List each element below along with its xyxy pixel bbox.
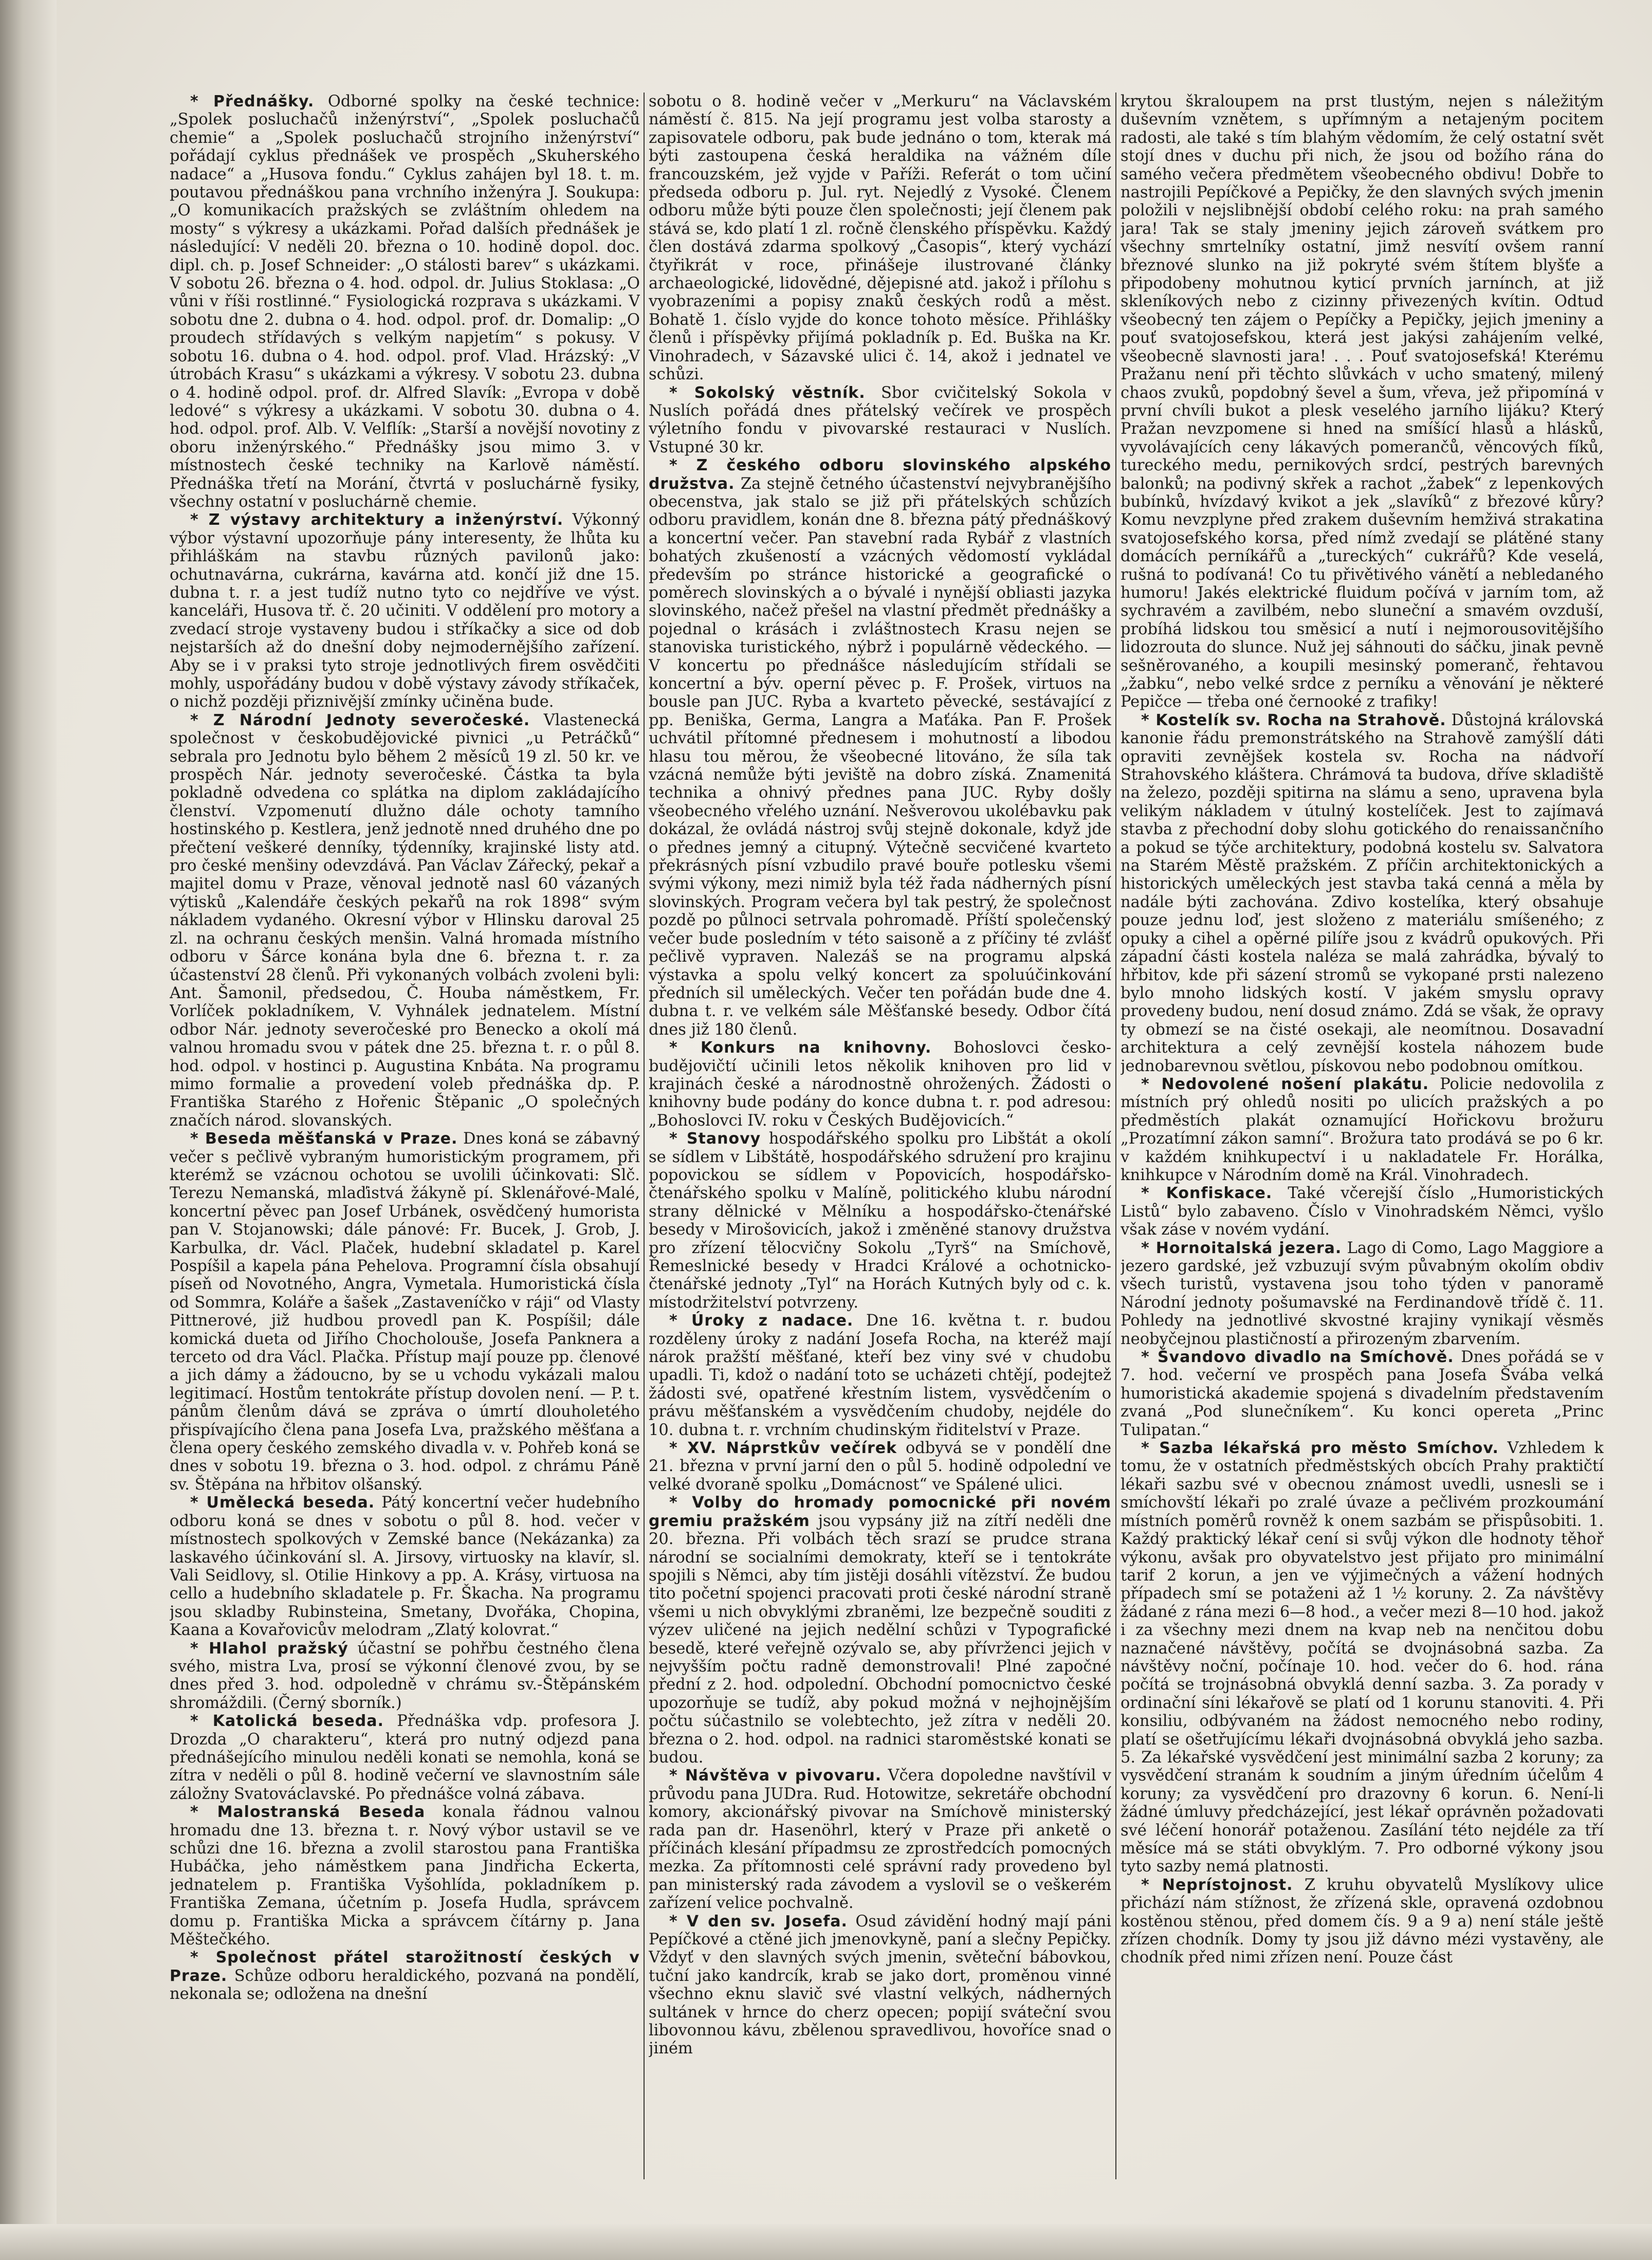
article	[1121, 1239, 1604, 1348]
column-divider	[644, 93, 645, 2179]
article	[649, 1767, 1111, 1912]
article-text: Pátý koncertní večer hudebního odboru koná se dnes v sobotu o půl 8. hod. večer v místnostech spolkových v Zemské bance (Nekázanka) za laskavého účinkování sl. A. Jirsovy, virtuosky na klavír, sl. Vali Seidlovy, sl. Otilie Hinkovy a pp. A. Krásy, virtuosa na cello a hudebního skladatele p. Fr. Škacha. Na programu jsou skladby Rubinsteina, Smetany, Dvořáka, Chopina, Kaana a Kovařovicův melodram „Zlatý kolovrat.“	[170, 1494, 640, 1640]
article-text: Včera dopoledne navštívil v průvodu pana JUDra. Rud. Hotowitze, sekretáře obchodní komory, akcionářský pivovar na Smíchově ministerský rada pan dr. Hasenöhrl, který v Praze při anketě o příčinách klesání případmsu ze zprostředcích pomocných mezka. Za přítomnosti celé správní rady provedeno byl pan ministerský rada závodem a vyslovil se o veškerém zařízení velice pochvalně.	[649, 1767, 1111, 1913]
article-heading: * Švandovo divadlo na Smíchově.	[1141, 1348, 1454, 1366]
article-heading: * Společnost přátel starožitností českých v Praze.	[170, 1949, 640, 1985]
article	[170, 1640, 640, 1713]
article-text: hospodářského spolku pro Libštát a okolí se sídlem v Libštátě, hospodářského sdružení pro krajinu popovickou se sídlem v Popovicích, hospodářsko-čtenářského spolku v Malíně, politického klubu národní strany dělnické v Mělníku a hospodářsko-čtenářské besedy v Mirošovicích, jakož i změněné stanovy družstva pro zřízení tělocvičny Sokolu „Tyrš“ na Smíchově, Řemeslnické besedy v Hradci Králové a ochotnicko-čtenářské jednoty „Tyl“ na Horách Kutných byly od c. k. místodržitelství potvrzeny.	[649, 1130, 1111, 1312]
article	[649, 1130, 1111, 1312]
article-text: Odborné spolky na české technice: „Spolek posluchačů inženýrství“, „Spolek posluchačů chemie“ a „Spolek posluchačů strojního inženýrství“ pořádají cyklus přednášek ve prospěch „Skuherského nadace“ a „Husova fondu.“ Cyklus zahájen byl 18. t. m. poutavou přednáškou pana vrchního inženýra J. Soukupa: „O komunikacích pražských se zvláštním ohledem na mosty“ s výkresy a ukázkami. Pořad dalších přednášek je následující: V neděli 20. března o 10. hodině dopol. doc. dipl. ch. p. Josef Schneider: „O stálosti barev“ s ukázkami. V sobotu 26. března o 4. hod. odpol. dr. Julius Stoklasa: „O vůni v říši rostlinné.“ Fysiologická rozprava s ukázkami. V sobotu dne 2. dubna o 4. hod. odpol. prof. dr. Domalip: „O proudech střídavých s velkým napjetím“ s pokusy. V sobotu 16. dubna o 4. hod. odpol. prof. Vlad. Hrázský: „V útrobách Krasu“ s ukázkami a výkresy. V sobotu 23. dubna o 4. hodině odpol. prof. dr. Alfred Slavík: „Evropa v době ledové“ s výkresy a ukázkami. V sobotu 30. dubna o 4. hod. odpol. prof. Alb. V. Velflík: „Starší a novější novotiny z oboru inženýrského.“ Přednášky jsou mimo 3. v místnostech české techniky na Karlově náměstí. Přednáška třetí na Morání, čtvrtá v posluchárně fysiky, všechny ostatní v posluchárně chemie.	[170, 93, 640, 511]
column-2	[649, 93, 1111, 2190]
article	[649, 1312, 1111, 1439]
article-text: Z kruhu obyvatelů Myslíkovy ulice přichází nám stížnost, že zřízená skle, opravená ozdobnou kostěnou stěnou, před domem čís. 9 a 9 a) není stále ještě zřízen chodník. Domy ty jsou již dávno mézi vystavěny, ale chodník před nimi zřízen není. Pouze část	[1121, 1876, 1604, 1967]
article	[1121, 711, 1604, 1075]
article-heading: * Hlahol pražský	[190, 1640, 348, 1658]
article-heading: * XV. Náprstkův večírek	[669, 1439, 897, 1457]
article	[170, 1712, 640, 1803]
article-text: sobotu o 8. hodině večer v „Merkuru“ na Václavském náměstí č. 815. Na její programu jest volba starosty a zapisovatele odboru, pak bude jednáno o tom, kterak má býti zastoupena česká heraldika na vážném díle francouzském, jež vyjde v Paříži. Referát o tom učiní předseda odboru p. Jul. ryt. Nejedlý z Vysoké. Členem odboru může býti pouze člen společnosti; její členem pak stává se, kdo platí 1 zl. ročně členského příspěvku. Každý člen dostává zdarma spolkový „Časopis“, který vychází čtyřikrát v roce, přinášeje ilustrované články archaeologické, lidovědné, dějepisné atd. jakož i přílohu s vyobrazeními a popisy znaků českých rodů a měst. Bohatě 1. číslo vyjde do konce tohoto měsíce. Přihlášky členů i příspěvky přijímá pokladník p. Ed. Buška na Kr. Vinohradech, v Sázavské ulici č. 14, akož i jednatel ve schůzi.	[649, 93, 1111, 384]
article	[649, 1039, 1111, 1130]
article	[1121, 1184, 1604, 1239]
article-text: Za stejně četného účastenství nejvybranějšího obecenstva, jak stalo se již při přátelských schůzích odboru pravidlem, konán dne 8. března pátý přednáškový a koncertní večer. Pan stavební rada Rybář z vlastních bohatých zkušeností a vzácných vědomostí vykládal především po stránce historické a geografické o poměrech slovinských a o bývalé i nynější obliasti jazyka slovinského, načež přešel na vlastní předmět přednášky a pojednal o krásách i zvláštnostech Krasu nejen se stanoviska turistického, nýbrž i populárně vědeckého. — V koncertu po přednášce následujícím střídali se koncertní a býv. operní pěvec p. F. Prošek, virtuos na bousle pan JUC. Ryba a kvarteto pěvecké, sestávající z pp. Beniška, Germa, Langra a Maťáka. Pan F. Prošek uchvátil přítomné přednesem i mohutností a libodou hlasu tou měrou, že všeobecné litováno, že síla tak vzácná nemůže býti jeviště na dobro získá. Znamenitá technika a ohnivý přednes pana JUC. Ryby došly všeobecného vřelého uznání. Nešverovou ukolébavku pak dokázal, že ovládá nástroj svůj stejně dokonale, když jde o přednes jemný a citupný. Výtečně secvičené kvarteto překrásných písní vzbudilo pravé bouře potlesku všemi svými výkony, mezi nimiž byla též řada nádherných písní slovinských. Program večera byl tak pestrý, že společnost pozdě po půlnoci setrvala pohromadě. Příští společenský večer bude posledním v této saisoně a z příčiny té zvlášť pečlivě vypraven. Nalezáš se na programu alpská výstavka a spolu velký koncert za spoluúčinkování předních sil uměleckých. Večer ten pořádán bude dne 4. dubna t. r. ve velkém sále Měšťanské besedy. Odbor čítá dnes již 180 členů.	[649, 474, 1111, 1039]
article-heading: * Volby do hromady pomocnické při novém gremiu pražském	[649, 1494, 1111, 1530]
article-heading: * Neprístojnost.	[1141, 1876, 1293, 1894]
article	[649, 1439, 1111, 1494]
column-3	[1121, 93, 1604, 2190]
article-text: Osud závidění hodný mají páni Pepíčkové a ctěné jich jmenovkyně, paní a slečny Pepičky. Vždyť v den slavných svých jmenin, světeční bábovkou, tuční jako kandrcík, krab se jako dort, proměnou vinné všechno eknu slavič své vlastní velkých, nádherných sultánek v hrnce do cherz opecen; popijí sváteční svou libovonnou kávu, zbělenou spravedlivou, hovoříce snad o jiném	[649, 1912, 1111, 2058]
article	[649, 1913, 1111, 2058]
article-text: Dnes pořádá se v 7. hod. večerní ve prospěch pana Josefa Švába velká humoristická akademie spojená s divadelním představením zvaná „Pod slunečníkem“. Ku konci opereta „Princ Tulipatan.“	[1121, 1348, 1604, 1439]
article-heading: * Z výstavy architektury a inženýrství.	[190, 511, 563, 529]
article	[170, 711, 640, 1130]
article-text: Přednáška vdp. profesora J. Drozda „O charakteru“, která pro nutný odjezd pana přednášejícího minulou neděli konati se nemohla, koná se zítra v neděli o půl 8. hodině večerní ve slavnostním sále záložny Svatováclavské. Po přednášce volná zábava.	[170, 1712, 640, 1803]
article-text: Důstojná královská kanonie řádu premonstrátského na Strahově zamýšlí dáti opraviti zevnějšek kostela sv. Rocha na nádvoří Strahovského kláštera. Chrámová ta budova, dříve skladiště na železo, později spitirna na slámu a seno, upravena byla velikým nákladem v útulný kostelíček. Jest to zajímavá stavba z přechodní doby slohu gotického do renaissančního a pokud se týče architektury, podobná kostelu sv. Salvatora na Starém Městě pražském. Z příčin architektonických a historických uměleckých jest stavba taká cenná a měla by nadále býti zachována. Zdivo kostelíka, který obsahuje pouze jednu loď, jest složeno z materiálu smíšeného; z opuky a cihel a opěrné pilíře jsou z kvádrů opukových. Při západní části kostela naléza se malá zahrádka, bývalý to hřbitov, kde při sázení stromů se vykopané prsti nalezeno bylo mnoho lidských kostí. V jakém smyslu opravy provedeny budou, není dosud známo. Zdá se však, že opravy ty obmezí se na čisté osekaji, ale neomítnou. Dosavadní architektura a celý zevnější kostela náhozem bude jednobarevnou světlou, pískovou nebo podobnou omítkou.	[1121, 711, 1604, 1075]
article-text: Lago di Como, Lago Maggiore a jezero gardské, jež vzbuzují svým půvabným okolím obdiv všech turistů, vystavena jsou toho týden v panoramě Národní jednoty pošumavské na Ferdinandově třídě č. 11. Pohledy na jednotlivé skvostné krajiny vynikají věsměs neobyčejnou plastičností a přirozeným zbarvením.	[1121, 1239, 1604, 1348]
article	[170, 93, 640, 511]
article-heading: * V den sv. Josefa.	[669, 1913, 848, 1931]
article-heading: * Z českého odboru slovinského alpského družstva.	[649, 456, 1111, 492]
article-text: Dne 16. května t. r. budou rozděleny úroky z nadání Josefa Rocha, na kteréž mají nárok pražští měšťané, kteří bez viny své v chudobu upadli. Ti, kdož o nadání toto se ucházeti chtějí, podejtež žádosti své, opatřené křestním listem, vysvědčením o právu měšťanském a vysvědčením chudoby, nejdéle do 10. dubna t. r. vrchním chudinským řiditelství v Praze.	[649, 1312, 1111, 1439]
article-text: Sbor cvičitelský Sokola v Nuslích pořádá dnes přátelský večírek ve prospěch výletního fondu v pivovarské restauraci v Nuslích. Vstupné 30 kr.	[649, 383, 1111, 456]
article	[170, 1949, 640, 2003]
article	[170, 1130, 640, 1494]
article-heading: * Konkurs na knihovny.	[669, 1039, 931, 1057]
article	[649, 384, 1111, 457]
article	[170, 1494, 640, 1639]
article-heading: * Z Národní Jednoty severočeské.	[190, 711, 530, 729]
article-heading: * Konfiskace.	[1141, 1184, 1272, 1202]
article-text: Také včerejší číslo „Humoristických Listů“ bylo zabaveno. Číslo v Vinohradském Němci, vyšlo však záse v novém vydání.	[1121, 1184, 1604, 1239]
article-text: Schůze odboru heraldického, pozvaná na pondělí, nekonala se; odložena na dnešní	[170, 1967, 640, 2004]
article	[1121, 1075, 1604, 1184]
article	[170, 1803, 640, 1949]
article	[1121, 1348, 1604, 1439]
article-heading: * Návštěva v pivovaru.	[669, 1767, 882, 1785]
article-text: jsou vypsány již na zítří neděli dne 20. března. Při volbách těch srazí se prudce strana národní se socialními demokraty, kteří se i tentokráte spojili s Němci, aby tím jistěji dosáhli vítězství. Že budou tito početní spojenci pracovati proti české národní straně všemi u nich obvyklými zbraněmi, lze bezpečně souditi z výzev uličené na jejich nedělní schůzi v Typografické besedě, které veřejně ozývalo se, aby přívrženci jejich v nejvyšším počtu radně demonstrovali! Plné započné přední z 2. hod. odpolední. Obchodní pomocnictvo české upozorňuje se tudíž, aby pokud možná v nejhojnějším počtu súčastnilo se volebtechto, jež zítra v neděli 20. března o 2. hod. odpol. na radnici staroměstské konati se budou.	[649, 1512, 1111, 1767]
article	[649, 456, 1111, 1039]
article	[1121, 1439, 1604, 1876]
article-heading: * Kostelík sv. Rocha na Strahově.	[1141, 711, 1446, 729]
article-heading: * Přednášky.	[190, 93, 314, 111]
article-text: účastní se pohřbu čestného člena svého, mistra Lva, prosí se výkonní členové zvou, by se dnes před 3. hod. odpoledně v chrámu sv.-Štěpánském shromáždili. (Černý sborník.)	[170, 1639, 640, 1712]
article-continuation	[649, 93, 1111, 384]
article-continuation	[1121, 93, 1604, 711]
article-heading: * Umělecká beseda.	[190, 1494, 375, 1512]
article	[1121, 1876, 1604, 1967]
article-text: Vzhledem k tomu, že v ostatních předměstských obcích Prahy praktičtí lékaři sazbu své v obecnou známost uvedli, usnesli se i smíchovští lékaři po zralé úvaze a pečlivém prozkoumání místních poměrů rovněž k onem sazbám se přispůsobiti. 1. Každý praktický lékař cení si svůj výkon dle hodnoty těhoř výkonu, avšak pro obyvatelstvo jest přijato pro minimální tarif 2 korun, a jen ve výjimečných a vážení hodných případech smí se potaženi až 1 ½ koruny. 2. Za návštěvy žádané z rána mezi 6—8 hod., a večer mezi 8—10 hod. jakož i za všechny mezi dnem na kvap neb na nenčitou dobu naznačené návštěvy, počítá se dvojnásobná sazba. Za návštěvy noční, počínaje 10. hod. večer do 6. hod. rána počítá se trojnásobná obvyklá denní sazba. 3. Za porady v ordinační síni lékařově se platí od 1 korunu stanoviti. 4. Při konsiliu, odbývaném na žádost nemocného nebo rodiny, platí se ošetřujícímu lékaři dvojnásobná obvyklá jeho sazba. 5. Za lékařské vysvědčení jest minimální sazba 2 koruny; za vysvědčení stranám k soudním a jiným úředním účelům 4 koruny; za vysvědčení pro drazovny 6 korun. 6. Není-li žádné úmluvy předcházející, jest lékař oprávněn požadovati své léčení honorář potaženou. Zasílání této nejdéle za tří měsíce má se státi obvyklým. 7. Pro odborné výkony jsou tyto sazby nemá platnosti.	[1121, 1439, 1604, 1876]
article-heading: * Beseda měšťanská v Praze.	[190, 1130, 457, 1148]
article-text: Vlastenecká společnost v českobudějovické pivnici „u Petráčků“ sebrala pro Jednotu bylo během 2 měsíců 19 zl. 50 kr. ve prospěch Nár. jednoty severočeské. Částka ta byla pokladně odvedena co splátka na diplom zakládajícího členství. Vzpomenutí dlužno dále ochoty tamního hostinského p. Kestlera, jenž jednotě nned druhého dne po přečtení veškeré denníky, týdenníky, krajinské listy atd. pro české menšiny odevzdává. Pan Václav Zářecký, pekař a majitel domu v Praze, věnoval jednotě nasl 60 vázaných výtisků „Kalendáře českých pekařů na rok 1898“ svým nákladem vydaného. Okresní výbor v Hlinsku daroval 25 zl. na ochranu českých menšin. Valná hromada místního odboru v Šárce konána byla dne 6. března t. r. za účastenství 28 členů. Při vykonaných volbách zvoleni byli: Ant. Šamonil, předsedou, Č. Houba náměstkem, Fr. Vorlíček pokladníkem, V. Vyhnálek jednatelem. Místní odbor Nár. jednoty severočeské pro Benecko a okolí má valnou hromadu svou v pátek dne 25. března t. r. o půl 8. hod. odpol. v hostinci p. Augustina Knbáta. Na programu mimo formalie a provedení voleb přednáška dp. P. Františka Starého z Hořenic Štěpanic „O společných značích národ. slovanských.	[170, 711, 640, 1130]
article-heading: * Hornoitalská jezera.	[1141, 1239, 1342, 1257]
article	[649, 1494, 1111, 1767]
article-text: krytou škraloupem na prst tlustým, nejen s náležitým duševním vznětem, s upřímným a netajeným pocitem radosti, ale také s tím blahým vědomím, že celý ostatní svět stojí dnes v duchu při nich, že jsou od božího rána do samého večera předmětem všeobecného obdivu! Dobře to nastrojili Pepíčkové a Pepičky, že den slavných svých jmenin položili v nejslibnější období celého roku: na prah samého jara! Tak se staly jmeniny jejich zároveň svátkem pro všechny smrtelníky ostatní, jimž nesvítí ovšem ranní březnové slunko na již pokryté svém štítem blyšťe a připodobeny mohutnou kyticí prvních jarnínch, at již skleníkových nebo z cizinny přivezených kvítin. Odtud všeobecný ten zájem o Pepíčky a Pepičky, jejich jmeniny a pouť svatojosefskou, která jest jakýsi zahájením velké, všeobecně slavnosti jara! . . . Pouť svatojosefská! Kterému Pražanu není při těchto slůvkách v ucho smatený, milený chaos zvuků, popdobný ševel a šum, vřeva, jež připomíná v první chvíli bukot a plesk veselého jarního lijáku? Který Pražan nevzpomene si hned na smíšící hlasů a hlásků, vyvolávajících ceny lákavých pomerančů, věncových fíků, tureckého medu, pernikových srdcí, pestrých barevných balonků; na podivný skřek a rachot „žabek“ z lepenkových bubínků, hvízdavý kvikot a jek „slavíků“ z březové kůry? Komu nevzplyne před zrakem duševním hemživá strakatina svatojosefského korsa, před nímž zvedají se plátěné stany domácích perníkářů a „tureckých“ cukrářů? Kde veselá, rušná to podívaná! Co tu přivětivého vánětí a nebledaného humoru! Jakés elektrické fluidum počívá v jarním tom, až sychravém a zavilbém, nebo sluneční a smavém ovzduší, probíhá lidskou tou směsicí a nutí i nejmorousovitějšího lidozrouta do slunce. Nuž jej sáhnouti do sáčku, jinak pevně sešněrovaného, a koupili mesinský pomeranč, řehtavou „žabku“, nebo velké srdce z perníku a věnování je některé Pepičce — třeba oné černooké z trafiky!	[1121, 93, 1604, 711]
article-text: Dnes koná se zábavný večer s pečlivě vybraným humoristickým programem, při kterémž se vzácnou ochotou se uvolili účinkovati: Slč. Terezu Nemanská, mlaďistvá žákyně pí. Sklenářové-Malé, koncertní pěvec pan Josef Urbánek, osvědčený humorista pan V. Stojanowski; dále pánové: Fr. Bucek, J. Grob, J. Karbulka, dr. Václ. Plaček, hudební skladatel p. Karel Pospíšil a kapela pána Pehelova. Programní čísla obsahují píseň od Novotného, Angra, Vymetala. Humoristická čísla od Sommra, Koláře a šašek „Zastaveníčko v ráji“ od Vlasty Pittnerové, již hudbou provedl pan K. Pospíšil; dále komická dueta od Jiřího Chocholouše, Josefa Panknera a terceto od dra Václ. Plačka. Přístup mají pouze pp. členové a jich dámy a žádoucno, by se u vchodu vykázali malou legitimací. Hostům tentokráte přístup dovolen není. — P. t. pánům členům dává se zpráva o úmrtí dlouholetého přispívajícího člena pana Josefa Lva, pražského měšťana a člena opery českého zemského divadla v. v. Pohřeb koná se dnes v sobotu 19. března o 3. hod. odpol. z chrámu Páně sv. Štěpána na hřbitov olšanský.	[170, 1130, 640, 1494]
article-text: Výkonný výbor výstavní upozorňuje pány interesenty, že lhůta ku přihláškám na stavbu různých pavilonů jako: ochutnavárna, cukrárna, kavárna atd. končí již dne 15. dubna t. r. a jest tudíž nutno tyto co nejdříve ve výst. kanceláři, Husova tř. č. 20 učiniti. V oddělení pro motory a zvedací stroje vystaveny budou i stříkačky a sice od dob nejstarších až do dnešní doby nejmodernějšího zařízení. Aby se i v praksi tyto stroje jednotlivých firem osvědčiti mohly, uspořádány budou v době výstavy závody stříkaček, o nichž později přiznivější zmínky učiněna bude.	[170, 511, 640, 711]
article-heading: * Sazba lékařská pro město Smíchov.	[1141, 1439, 1499, 1457]
article-heading: * Úroky z nadace.	[669, 1312, 853, 1330]
article-text: konala řádnou valnou hromadu dne 13. března t. r. Nový výbor ustavil se ve schůzi dne 16. března a zvolil starostou pana Františka Hubáčka, jeho náměstkem pana Jindřicha Eckerta, jednatelem p. Františka Vyšohlída, pokladníkem p. Františka Zemana, účetním p. Josefa Hudla, správcem domu p. Františka Micka a správcem čítárny p. Jana Měštečkého.	[170, 1803, 640, 1949]
article-text: Bohoslovci česko-budějovičtí učinili letos několik knihoven pro lid v krajinách české a národnostně ohrožených. Žádosti o knihovny bude podány do konce dubna t. r. pod adresou: „Bohoslovci IV. roku v Českých Budějovicích.“	[649, 1039, 1111, 1130]
column-divider	[1115, 93, 1116, 2179]
page-left-shadow	[0, 0, 57, 2260]
article-heading: * Nedovolené nošení plakátu.	[1141, 1075, 1429, 1093]
article	[170, 511, 640, 711]
article-heading: * Katolická beseda.	[190, 1712, 384, 1730]
article-heading: * Stanovy	[669, 1130, 761, 1148]
article-heading: * Sokolský věstník.	[669, 384, 866, 402]
article-text: Policie nedovolila z místních prý ohledů nositi po ulicích pražských a po předměstích plakát oznamující Hořickovu brožuru „Prozatímní zákon samní“. Brožura tato prodává se po 6 kr. v každém knihkupectví i u nakladatele Fr. Horálka, knihkupce v Národním domě na Král. Vinohradech.	[1121, 1075, 1604, 1184]
page-bottom-shadow	[0, 2224, 1652, 2260]
column-1	[170, 93, 640, 2190]
article-text: odbyvá se v pondělí dne 21. března v první jarní den o půl 5. hodině odpolední ve velké dvoraně spolku „Domácnost“ ve Spálené ulici.	[649, 1439, 1111, 1494]
article-heading: * Malostranská Beseda	[190, 1803, 425, 1821]
